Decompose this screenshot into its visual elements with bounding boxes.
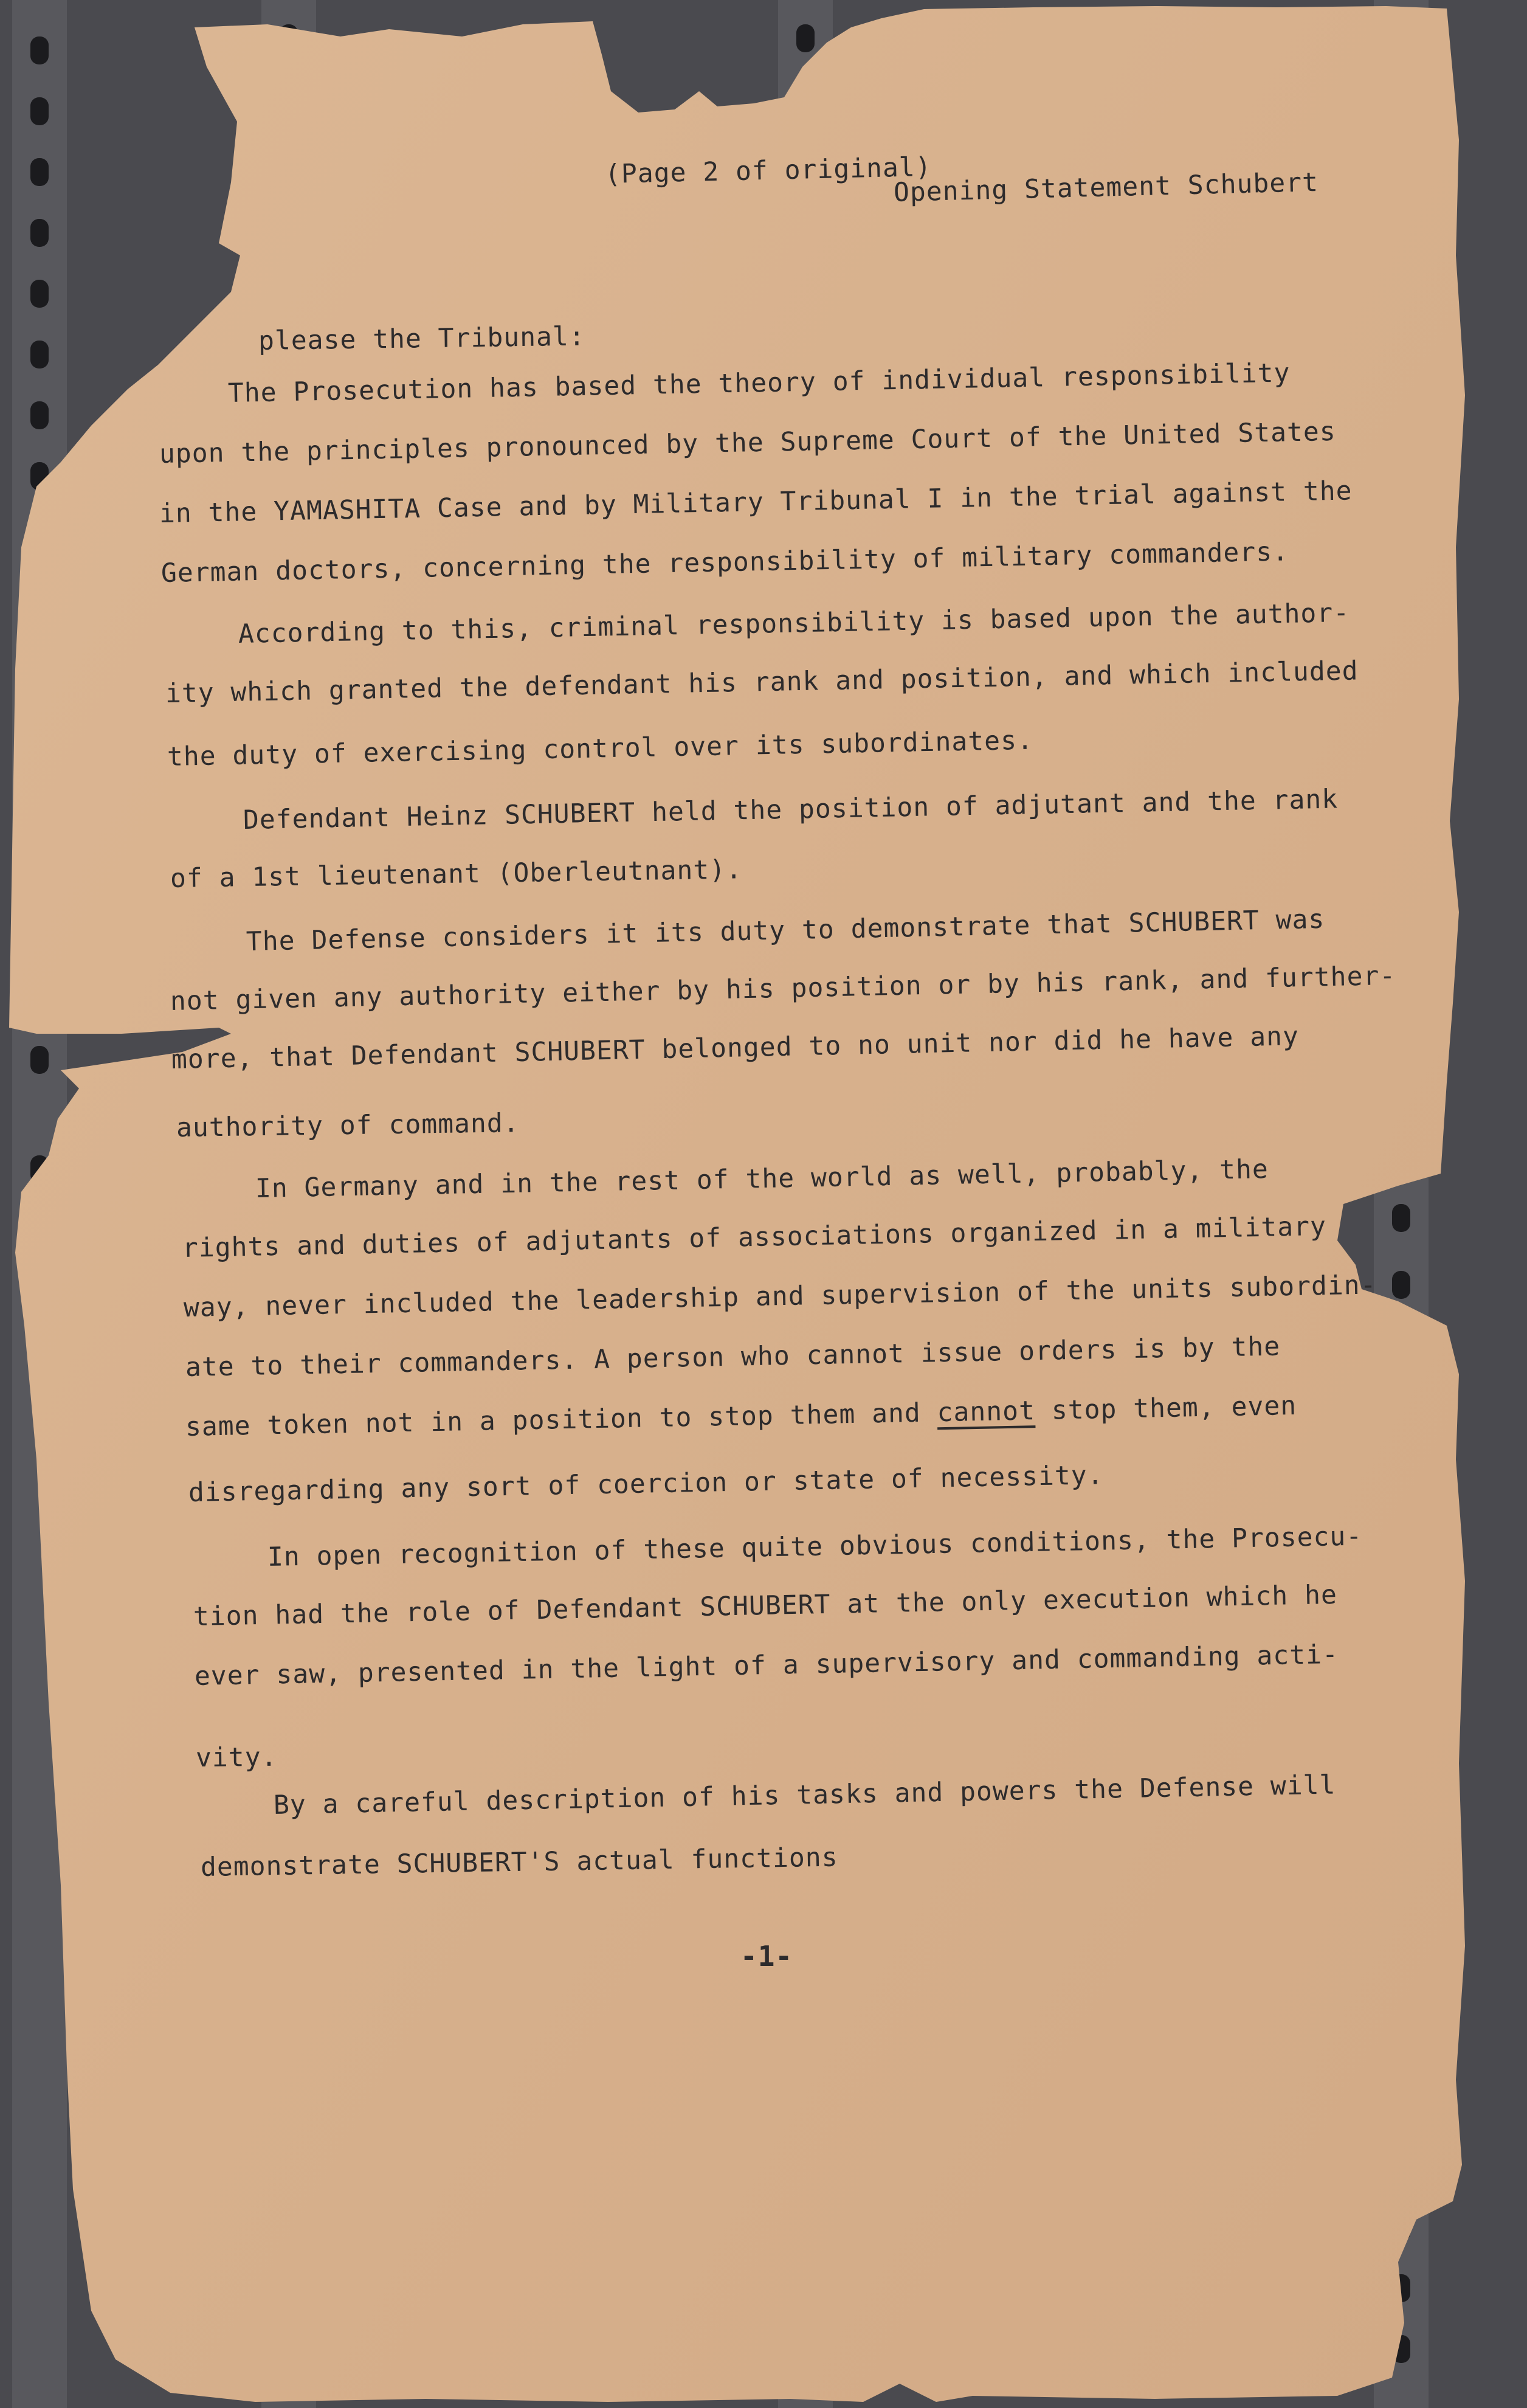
text-line: way, never included the leadership and supervision of the units subordin-: [183, 1270, 1377, 1323]
text-line: ity which granted the defendant his rank and position, and which included: [165, 656, 1359, 709]
text-line: The Prosecution has based the theory of individual responsibility: [227, 358, 1291, 409]
text-line: ever saw, presented in the light of a supervisory and commanding acti-: [194, 1639, 1339, 1692]
text-line: disregarding any sort of coercion or state of necessity.: [188, 1460, 1104, 1508]
text-line: not given any authority either by his position or by his rank, and further-: [170, 960, 1396, 1017]
text-line: demonstrate SCHUBERT'S actual functions: [200, 1842, 838, 1883]
text-line: By a careful description of his tasks and powers the Defense will: [273, 1770, 1336, 1821]
text-line: [185, 1391, 1297, 1442]
text-line: In open recognition of these quite obvious conditions, the Prosecu-: [267, 1521, 1363, 1572]
text-line: tion had the role of Defendant SCHUBERT at the only execution which he: [193, 1579, 1338, 1632]
text-line: upon the principles pronounced by the Supreme Court of the United States: [159, 416, 1337, 469]
text-segment: stop them, even: [1035, 1390, 1297, 1427]
text-line: please the Tribunal:: [258, 321, 586, 356]
text-line: in the YAMASHITA Case and by Military Tribunal I in the trial against the: [159, 476, 1353, 529]
text-line: the duty of exercising control over its subordinates.: [167, 725, 1034, 772]
text-line: rights and duties of adjutants of associations organized in a military: [182, 1211, 1327, 1264]
underlined-word: cannot: [937, 1396, 1036, 1428]
text-line: German doctors, concerning the responsibility of military commanders.: [160, 536, 1289, 589]
page-note: (Page 2 of original): [604, 151, 932, 190]
text-line: more, that Defendant SCHUBERT belonged to no unit nor did he have any: [171, 1021, 1300, 1075]
text-line: In Germany and in the rest of the world as well, probably, the: [255, 1154, 1269, 1204]
text-line: The Defense considers it its duty to demonstrate that SCHUBERT was: [246, 904, 1325, 957]
text-line: authority of command.: [176, 1108, 520, 1143]
text-line: ate to their commanders. A person who cannot issue orders is by the: [185, 1331, 1281, 1383]
text-line: Defendant Heinz SCHUBERT held the position of adjutant and the rank: [243, 784, 1339, 836]
text-line: of a 1st lieutenant (Oberleutnant).: [170, 854, 743, 894]
text-line: vity.: [195, 1742, 278, 1773]
text-line: According to this, criminal responsibility is based upon the author-: [238, 597, 1350, 649]
page-number: -1-: [740, 1940, 793, 1973]
document-title: Opening Statement Schubert: [893, 167, 1319, 208]
text-segment: same token not in a position to stop them and: [185, 1397, 938, 1442]
